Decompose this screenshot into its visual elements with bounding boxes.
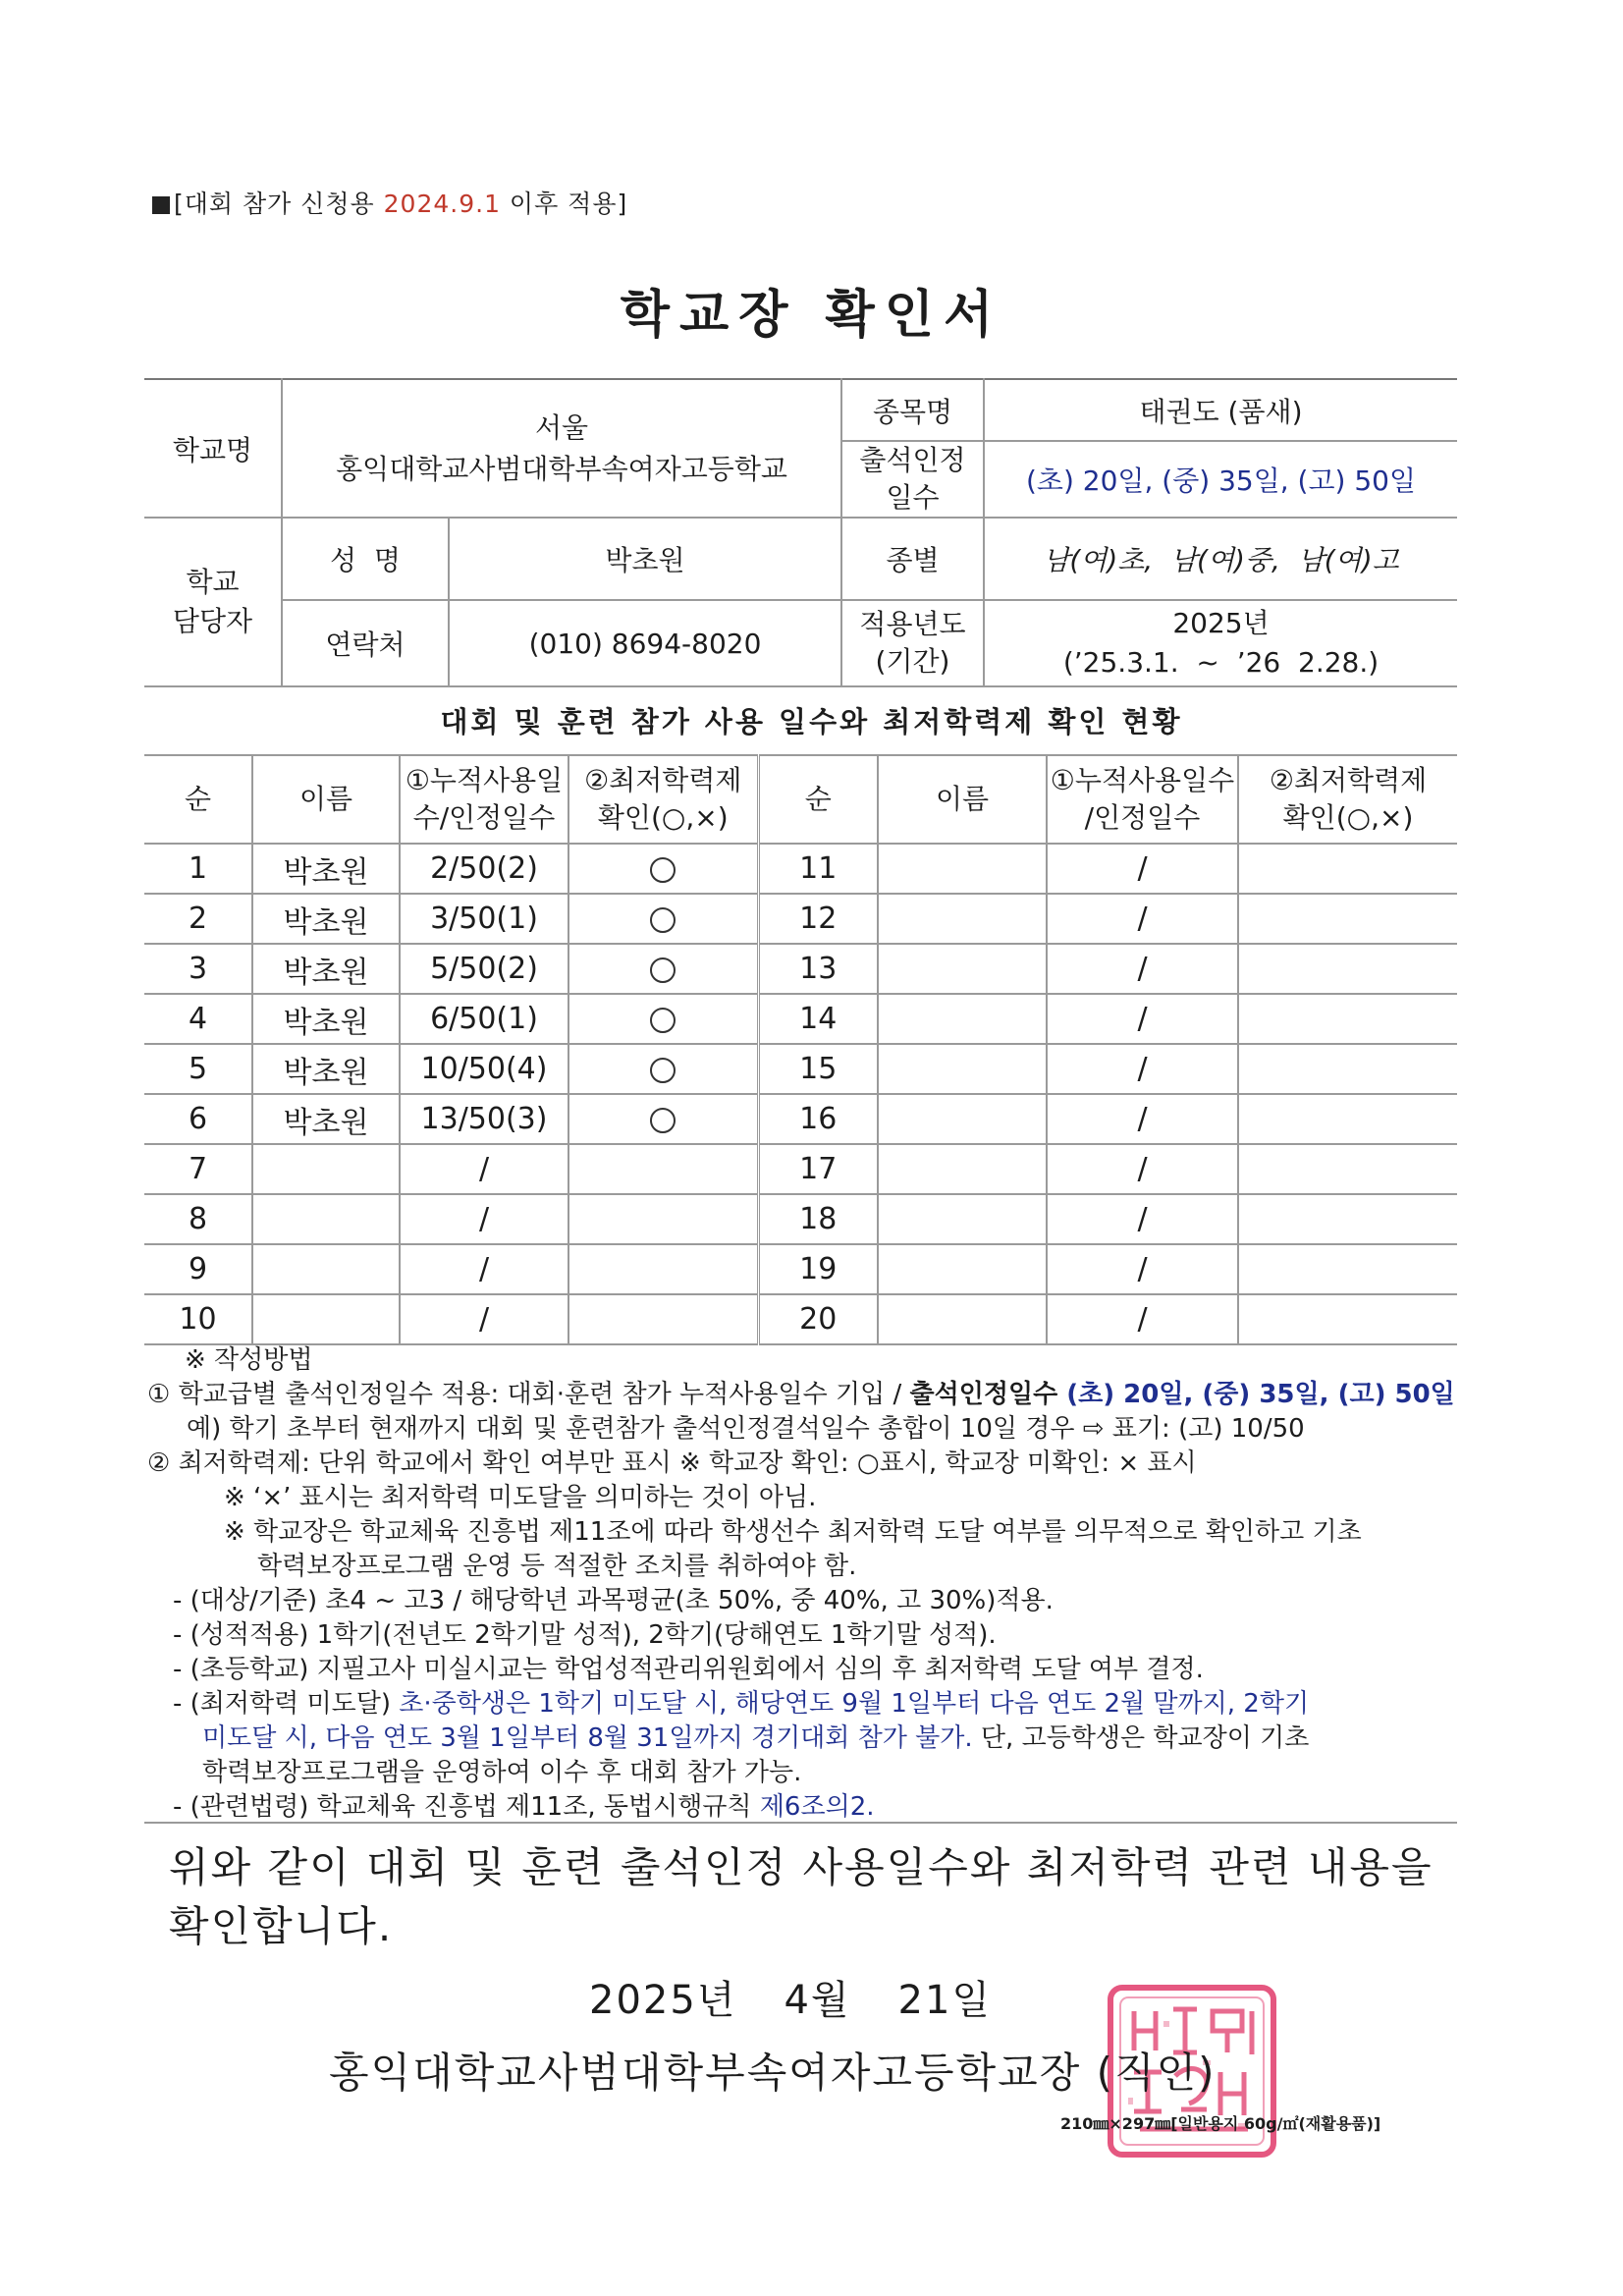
note-d4-suffix: 단, 고등학생은 학교장이 기초 xyxy=(972,1723,1310,1753)
table-row xyxy=(144,944,1457,994)
year-label-line2: (기간) xyxy=(875,645,950,678)
sport-value: 태권도 (품새) xyxy=(984,379,1457,441)
paper-spec: 210㎜×297㎜[일반용지 60g/㎡(재활용품)] xyxy=(1060,2114,1381,2133)
date-day: 21일 xyxy=(897,1978,993,2023)
year-value: 2025년 xyxy=(1172,607,1270,639)
row-check-right xyxy=(1238,1144,1457,1194)
gender-value: 남(여)초, 남(여)중, 남(여)고 xyxy=(984,518,1457,600)
table-row xyxy=(144,1294,1457,1344)
row-no-right: 12 xyxy=(758,894,878,944)
header-no-right: 순 xyxy=(758,755,878,844)
row-name-right xyxy=(878,894,1047,944)
info-table xyxy=(144,378,1457,687)
row-no-right: 16 xyxy=(758,1094,878,1144)
row-name xyxy=(252,1294,400,1344)
row-days: / xyxy=(400,1194,568,1244)
row-name-right xyxy=(878,1294,1047,1344)
contact-value: (010) 8694-8020 xyxy=(449,600,841,686)
row-no: 5 xyxy=(144,1044,252,1094)
name-label: 성 명 xyxy=(282,518,449,600)
usage-table xyxy=(144,754,1457,1345)
row-no-right: 20 xyxy=(758,1294,878,1344)
note-d4-blue: 초·중학생은 1학기 미도달 시, 해당연도 9월 1일부터 다음 연도 2월 말까지, 2학기 xyxy=(399,1689,1310,1719)
row-no-right: 17 xyxy=(758,1144,878,1194)
school-label: 학교명 xyxy=(144,379,282,518)
row-name: 박초원 xyxy=(252,1044,400,1094)
row-no-right: 11 xyxy=(758,844,878,894)
contact-label: 연락처 xyxy=(282,600,449,686)
row-check xyxy=(568,1044,758,1094)
confirm-line1: 위와 같이 대회 및 훈련 출석인정 사용일수와 최저학력 관련 내용을 xyxy=(169,1843,1434,1891)
note-2-b1: ※ 학교장은 학교체육 진흥법 제11조에 따라 학생선수 최저학력 도달 여부를 의무적으로 확인하고 기초 xyxy=(224,1517,1362,1547)
row-check xyxy=(568,1094,758,1144)
header-days-right-line2: /인정일수 xyxy=(1084,801,1201,834)
row-days: 13/50(3) xyxy=(400,1094,568,1144)
staff-label xyxy=(144,518,282,686)
note-d4-end: 학력보장프로그램을 운영하여 이수 후 대회 참가 가능. xyxy=(202,1758,802,1787)
note-1-example xyxy=(147,1412,1463,1447)
header-min-line1: ②최저학력제 xyxy=(584,764,742,796)
black-square-icon xyxy=(152,196,170,214)
note-1-example-suffix: 표기: (고) 10/50 xyxy=(1104,1414,1305,1444)
row-no-right: 15 xyxy=(758,1044,878,1094)
header-note-suffix: 이후 적용] xyxy=(500,190,628,218)
table-row xyxy=(144,1244,1457,1294)
row-no: 1 xyxy=(144,844,252,894)
school-name-cell xyxy=(282,379,841,518)
year-value-cell xyxy=(984,600,1457,686)
row-name: 박초원 xyxy=(252,944,400,994)
row-days-right: / xyxy=(1047,994,1238,1044)
note-1-bold: 출석인정일수 xyxy=(909,1380,1067,1409)
note-d1: - (대상/기준) 초4 ~ 고3 / 해당학년 과목평균(초 50%, 중 40%, 고 30%)적용. xyxy=(173,1586,1054,1615)
note-2: ② 최저학력제: 단위 학교에서 확인 여부만 표시 ※ 학교장 확인: ○표시, 학교장 미확인: × 표시 xyxy=(147,1449,1197,1478)
name-value: 박초원 xyxy=(449,518,841,600)
circle-check-icon xyxy=(650,857,676,883)
date-month: 4월 xyxy=(784,1978,851,2023)
row-name-right xyxy=(878,844,1047,894)
usage-header-row xyxy=(144,755,1457,844)
row-check xyxy=(568,994,758,1044)
note-1 xyxy=(147,1378,1463,1412)
note-d2: - (성적적용) 1학기(전년도 2학기말 성적), 2학기(당해연도 1학기말 성적). xyxy=(173,1620,997,1650)
row-days-right: / xyxy=(1047,1044,1238,1094)
staff-label-line2: 담당자 xyxy=(172,605,253,637)
header-min-right-line2: 확인(○,×) xyxy=(1282,801,1414,834)
date-year: 2025년 xyxy=(589,1978,737,2023)
row-check-right xyxy=(1238,1094,1457,1144)
usage-heading: 대회 및 훈련 참가 사용 일수와 최저학력제 확인 현황 xyxy=(440,705,1183,738)
table-row xyxy=(144,844,1457,894)
row-name-right xyxy=(878,1244,1047,1294)
note-2-a: ※ ‘×’ 표시는 최저학력 미도달을 의미하는 것이 아님. xyxy=(224,1483,817,1512)
note-d4-cont xyxy=(147,1722,1463,1756)
header-name-right: 이름 xyxy=(878,755,1047,844)
row-check xyxy=(568,1144,758,1194)
header-note-prefix: [대회 참가 신청용 xyxy=(174,190,384,218)
row-check xyxy=(568,944,758,994)
header-days-right-line1: ①누적사용일수 xyxy=(1050,764,1235,796)
row-name-right xyxy=(878,944,1047,994)
right-arrow-icon: ⇨ xyxy=(1082,1414,1105,1444)
attendance-value: (초) 20일, (중) 35일, (고) 50일 xyxy=(984,441,1457,518)
row-check xyxy=(568,894,758,944)
document-title: 학교장 확인서 xyxy=(620,286,1003,345)
header-days-line2: 수/인정일수 xyxy=(412,801,556,834)
row-days: / xyxy=(400,1144,568,1194)
separator-line xyxy=(144,1822,1457,1824)
row-days: 5/50(2) xyxy=(400,944,568,994)
row-no: 6 xyxy=(144,1094,252,1144)
row-days-right: / xyxy=(1047,944,1238,994)
note-1-text: ① 학교급별 출석인정일수 적용: 대회·훈련 참가 누적사용일수 기입 / xyxy=(147,1380,910,1409)
school-name: 홍익대학교사범대학부속여자고등학교 xyxy=(336,452,787,485)
row-check xyxy=(568,1244,758,1294)
row-check-right xyxy=(1238,944,1457,994)
circle-check-icon xyxy=(650,1058,676,1083)
row-days: 10/50(4) xyxy=(400,1044,568,1094)
note-d4-label: - (최저학력 미도달) xyxy=(173,1689,400,1719)
note-d3: - (초등학교) 지필고사 미실시교는 학업성적관리위원회에서 심의 후 최저학력 도달 여부 결정. xyxy=(173,1655,1204,1684)
row-check-right xyxy=(1238,1044,1457,1094)
row-name xyxy=(252,1244,400,1294)
school-region: 서울 xyxy=(534,410,589,444)
row-check xyxy=(568,1294,758,1344)
row-days-right: / xyxy=(1047,1194,1238,1244)
row-days: 6/50(1) xyxy=(400,994,568,1044)
header-note-date: 2024.9.1 xyxy=(383,190,501,218)
row-name xyxy=(252,1194,400,1244)
row-name: 박초원 xyxy=(252,844,400,894)
row-no: 3 xyxy=(144,944,252,994)
row-check xyxy=(568,844,758,894)
table-row xyxy=(144,1044,1457,1094)
year-label-line1: 적용년도 xyxy=(859,608,966,640)
year-label xyxy=(841,600,984,686)
period-value: (’25.3.1. ~ ’26 2.28.) xyxy=(1062,646,1380,679)
row-check-right xyxy=(1238,1294,1457,1344)
table-row xyxy=(144,994,1457,1044)
row-name: 박초원 xyxy=(252,994,400,1044)
circle-check-icon xyxy=(650,1008,676,1033)
row-days-right: / xyxy=(1047,1094,1238,1144)
note-1-example-text: 예) 학기 초부터 현재까지 대회 및 훈련참가 출석인정결석일수 총합이 10일 경우 xyxy=(187,1414,1083,1444)
row-name: 박초원 xyxy=(252,1094,400,1144)
row-name-right xyxy=(878,1094,1047,1144)
row-days: / xyxy=(400,1244,568,1294)
circle-check-icon xyxy=(650,907,676,933)
header-min-line2: 확인(○,×) xyxy=(597,801,729,834)
row-no-right: 13 xyxy=(758,944,878,994)
note-d4 xyxy=(147,1687,1463,1722)
note-1-days: (초) 20일, (중) 35일, (고) 50일 xyxy=(1066,1380,1455,1409)
row-name-right xyxy=(878,994,1047,1044)
note-d5 xyxy=(147,1790,1463,1825)
row-no: 9 xyxy=(144,1244,252,1294)
header-days xyxy=(400,755,568,844)
row-name-right xyxy=(878,1044,1047,1094)
row-check-right xyxy=(1238,844,1457,894)
row-check-right xyxy=(1238,994,1457,1044)
header-name: 이름 xyxy=(252,755,400,844)
row-check-right xyxy=(1238,1244,1457,1294)
attendance-label-line2: 일수 xyxy=(886,481,940,514)
header-min-right xyxy=(1238,755,1457,844)
circle-check-icon xyxy=(650,957,676,983)
row-days-right: / xyxy=(1047,894,1238,944)
note-d4-blue-cont: 미도달 시, 다음 연도 3월 1일부터 8월 31일까지 경기대회 참가 불가. xyxy=(202,1723,973,1753)
circle-check-icon xyxy=(650,1108,676,1133)
sign-date xyxy=(589,1969,992,2025)
row-no: 4 xyxy=(144,994,252,1044)
notes-title: ※ 작성방법 xyxy=(185,1345,313,1375)
table-row xyxy=(144,1094,1457,1144)
sport-label: 종목명 xyxy=(841,379,984,441)
note-d5-text: - (관련법령) 학교체육 진흥법 제11조, 동법시행규칙 xyxy=(173,1792,760,1822)
row-days-right: / xyxy=(1047,1144,1238,1194)
row-name xyxy=(252,1144,400,1194)
row-days-right: / xyxy=(1047,844,1238,894)
attendance-label xyxy=(841,441,984,518)
row-no-right: 14 xyxy=(758,994,878,1044)
row-check-right xyxy=(1238,1194,1457,1244)
header-days-line1: ①누적사용일 xyxy=(405,764,564,796)
row-no-right: 19 xyxy=(758,1244,878,1294)
table-row xyxy=(144,1144,1457,1194)
row-days-right: / xyxy=(1047,1244,1238,1294)
header-min xyxy=(568,755,758,844)
principal-name: 홍익대학교사범대학부속여자고등학교장 (직인) xyxy=(329,2049,1217,2097)
table-row xyxy=(144,1194,1457,1244)
row-no-right: 18 xyxy=(758,1194,878,1244)
header-min-right-line1: ②최저학력제 xyxy=(1269,764,1428,796)
header-note xyxy=(152,185,627,220)
header-days-right xyxy=(1047,755,1238,844)
gender-label: 종별 xyxy=(841,518,984,600)
usage-body xyxy=(144,844,1457,1344)
row-no: 8 xyxy=(144,1194,252,1244)
row-no: 7 xyxy=(144,1144,252,1194)
row-name-right xyxy=(878,1194,1047,1244)
row-name: 박초원 xyxy=(252,894,400,944)
row-name-right xyxy=(878,1144,1047,1194)
row-days: 3/50(1) xyxy=(400,894,568,944)
confirm-line2: 확인합니다. xyxy=(169,1902,394,1950)
row-days: 2/50(2) xyxy=(400,844,568,894)
table-row xyxy=(144,894,1457,944)
row-check xyxy=(568,1194,758,1244)
header-no: 순 xyxy=(144,755,252,844)
row-days: / xyxy=(400,1294,568,1344)
attendance-label-line1: 출석인정 xyxy=(859,444,966,476)
row-no: 2 xyxy=(144,894,252,944)
row-days-right: / xyxy=(1047,1294,1238,1344)
note-d5-article: 제6조의2. xyxy=(759,1792,875,1822)
row-check-right xyxy=(1238,894,1457,944)
note-2-b2: 학력보장프로그램 운영 등 적절한 조치를 취하여야 함. xyxy=(257,1552,857,1581)
notes xyxy=(147,1343,1463,1825)
confirm-statement xyxy=(169,1838,1455,1956)
staff-label-line1: 학교 xyxy=(186,566,240,598)
row-no: 10 xyxy=(144,1294,252,1344)
